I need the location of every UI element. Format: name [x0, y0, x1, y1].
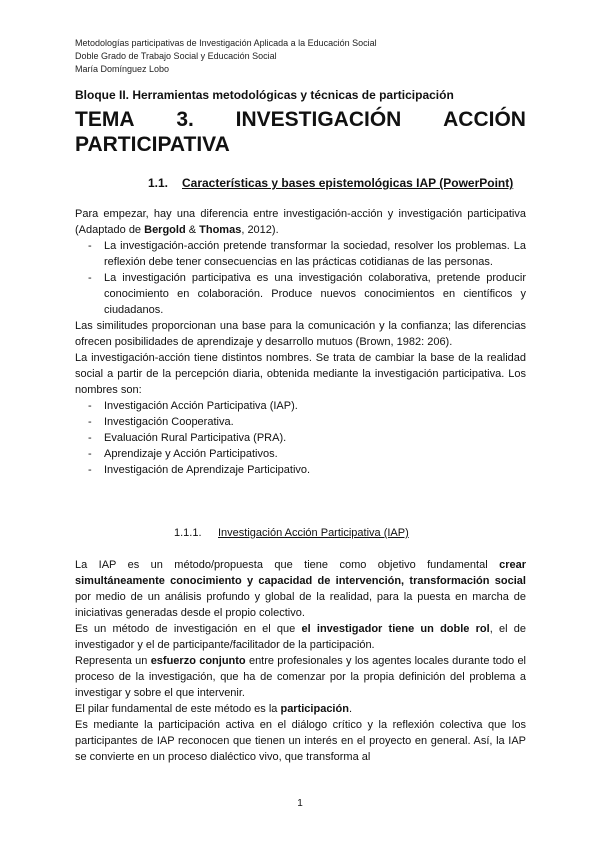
list-item: - Investigación Cooperativa.: [75, 414, 526, 430]
section-number: 1.1.: [148, 176, 169, 190]
iap-definition-paragraph: La IAP es un método/propuesta que tiene como objetivo fundamental crear simultáneamente conocimiento y capacidad de intervención, transformación social por medio de un análisis profundo y global de la realidad, para la puesta en marcha de iniciativas generadas desde el propio colectivo.: [75, 559, 526, 619]
section-body: [75, 206, 526, 478]
subsection-body: [75, 557, 526, 765]
topic-title-line1: [75, 108, 526, 132]
list-item: - Investigación Acción Participativa (IAP).: [75, 398, 526, 414]
names-list: [75, 398, 526, 478]
participation-paragraph: El pilar fundamental de este método es la participación.: [75, 703, 352, 715]
list-item: - La investigación-acción pretende transformar la sociedad, resolver los problemas. La reflexión debe tener consecuencias en las prácticas cotidianas de las personas.: [75, 238, 526, 270]
joint-effort-paragraph: Representa un esfuerzo conjunto entre profesionales y los agentes locales durante todo el proceso de la investigación, que ha de comenzar por la propia definición del problema a investigar y sobre el que intervenir.: [75, 655, 526, 699]
topic-word: ACCIÓN: [443, 108, 526, 131]
names-intro-paragraph: La investigación-acción tiene distintos nombres. Se trata de cambiar la base de la realidad social a partir de la percepción diaria, obtenida mediante la investigación participativa. Los nombres son:: [75, 352, 526, 396]
header-course: Metodologías participativas de Investigación Aplicada a la Educación Social: [75, 38, 377, 48]
topic-word: TEMA: [75, 108, 135, 131]
intro-paragraph: Para empezar, hay una diferencia entre investigación-acción y investigación participativa (Adaptado de Bergold & Thomas, 2012).: [75, 208, 526, 236]
header-author: María Domínguez Lobo: [75, 64, 170, 74]
topic-word: INVESTIGACIÓN: [235, 108, 402, 131]
topic-word: 3.: [176, 108, 194, 131]
dialogue-paragraph: Es mediante la participación activa en el diálogo crítico y la reflexión colectiva que los participantes de IAP reconocen que tienen un interés en el proyecto en general. Así, la IAP se convierte en un proceso dialéctico vivo, que transforma al: [75, 719, 526, 763]
list-item: - Evaluación Rural Participativa (PRA).: [75, 430, 526, 446]
topic-title-line2: PARTICIPATIVA: [75, 133, 230, 156]
difference-list: [75, 238, 526, 318]
section-title: Características y bases epistemológicas IAP (PowerPoint): [182, 176, 514, 190]
section-heading: [148, 176, 513, 190]
subsection-heading: [174, 527, 409, 539]
list-item: - La investigación participativa es una investigación colaborativa, pretende producir conocimiento en colaboración. Produce nuevos conocimientos en científicos y ciudadanos.: [75, 270, 526, 318]
block-title: Bloque II. Herramientas metodológicas y técnicas de participación: [75, 88, 454, 102]
list-item: - Investigación de Aprendizaje Participativo.: [75, 462, 526, 478]
subsection-number: 1.1.1.: [174, 527, 202, 539]
page-number: 1: [297, 798, 303, 809]
list-item: - Aprendizaje y Acción Participativos.: [75, 446, 526, 462]
similarities-paragraph: Las similitudes proporcionan una base para la comunicación y la confianza; las diferencias ofrecen posibilidades de aprendizaje y desarrollo mutuos (Brown, 1982: 206).: [75, 320, 526, 348]
double-role-paragraph: Es un método de investigación en el que el investigador tiene un doble rol, el de investigador y el de participante/facilitador de la participación.: [75, 623, 526, 651]
subsection-title: Investigación Acción Participativa (IAP): [218, 527, 409, 539]
header-degree: Doble Grado de Trabajo Social y Educación Social: [75, 51, 277, 61]
